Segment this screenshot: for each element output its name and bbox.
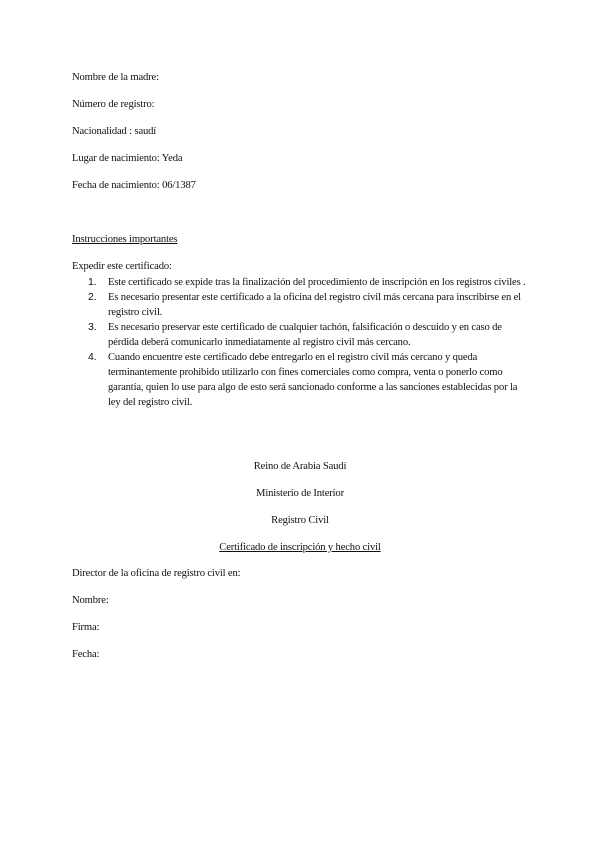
kingdom-name: Reino de Arabia Saudí	[253, 461, 347, 472]
name-label: Nombre:	[72, 595, 109, 606]
mother-name-field: Nombre de la madre:	[72, 72, 159, 83]
registry-name: Registro Civil	[271, 515, 329, 526]
instruction-item	[72, 320, 532, 350]
birthdate-field: Fecha de nacimiento: 06/1387	[72, 180, 196, 191]
date-label: Fecha:	[72, 649, 100, 660]
instruction-item	[72, 350, 532, 410]
nationality-field: Nacionalidad : saudí	[72, 126, 157, 137]
instruction-number: 4.	[88, 351, 97, 363]
instruction-item	[72, 275, 532, 290]
instruction-text: Este certificado se expide tras la finalización del procedimiento de inscripción en los registros civiles .	[108, 277, 526, 288]
instruction-number: 3.	[88, 321, 97, 333]
instruction-text: Es necesario preservar este certificado de cualquier tachón, falsificación o descuido y en caso de pérdida deberá comunicarlo inmediatamente al registro civil más cercano.	[108, 322, 502, 348]
signature-label: Firma:	[72, 622, 100, 633]
birthplace-field: Lugar de nacimiento: Yeda	[72, 153, 183, 164]
instruction-number: 2.	[88, 291, 97, 303]
certificate-title: Certificado de inscripción y hecho civil	[219, 542, 381, 553]
director-label: Director de la oficina de registro civil en:	[72, 568, 241, 579]
instruction-number: 1.	[88, 276, 97, 288]
ministry-name: Ministerio de Interior	[256, 488, 344, 499]
registry-number-field: Número de registro:	[72, 99, 155, 110]
instructions-list	[72, 275, 532, 410]
instruction-item	[72, 290, 532, 320]
instructions-intro: Expedir este certificado:	[72, 261, 172, 272]
instruction-text: Es necesario presentar este certificado a la oficina del registro civil más cercana para inscribirse en el registro civil.	[108, 292, 521, 318]
instruction-text: Cuando encuentre este certificado debe entregarlo en el registro civil más cercano y queda terminantemente prohibido utilizarlo con fines comerciales como compra, venta o ponerlo como garantía, quien lo use para algo de esto será sancionado conforme a las sanciones establecidas por la ley del registro civil.	[108, 352, 518, 408]
instructions-heading: Instrucciones importantes	[72, 234, 178, 245]
